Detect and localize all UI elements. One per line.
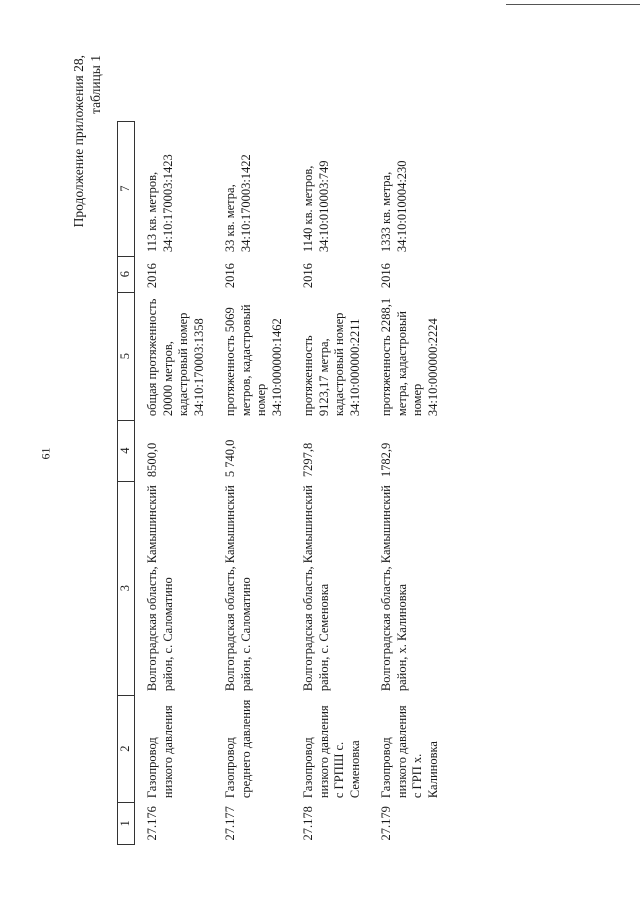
object-characteristics: протяженность 5069 метров, кадастровый номер 34:10:000000:1462: [223, 304, 284, 417]
object-name: Газопровод низкого давления: [145, 705, 175, 799]
object-year: 2016: [301, 263, 315, 289]
row-number: 27.176: [145, 806, 159, 841]
table-row: [213, 121, 291, 844]
table-row: [369, 121, 447, 844]
row-number: 27.178: [301, 806, 315, 841]
page-number: 61: [38, 447, 53, 460]
column-number-row: [118, 121, 135, 844]
object-cost: 7297,8: [301, 442, 315, 478]
object-year: 2016: [379, 263, 393, 289]
object-characteristics: протяженность 9123,17 метра, кадастровый номер 34:10:000000:2211: [301, 312, 362, 417]
table-row: [291, 121, 369, 844]
object-land-area: 1333 кв. метра, 34:10:010004:230: [379, 160, 409, 253]
object-land-area: 113 кв. метров, 34:10:170003:1423: [145, 154, 175, 253]
object-location: Волгоградская область, Камышинский район, с. Семеновка: [301, 485, 331, 692]
object-name: Газопровод низкого давления с ГРП х. Калиновка: [379, 705, 440, 799]
object-name: Газопровод среднего давления: [223, 699, 253, 799]
object-cost: 1782,9: [379, 442, 393, 478]
column-number: 1: [118, 802, 135, 844]
property-table: [117, 121, 447, 845]
object-year: 2016: [223, 263, 237, 289]
page-heading: [70, 55, 104, 355]
heading-line-1: Продолжение приложения 28,: [71, 55, 86, 228]
column-number: 2: [118, 695, 135, 802]
object-characteristics: протяженность 2288,1 метра, кадастровый номер 34:10:000000:2224: [379, 297, 440, 417]
object-location: Волгоградская область, Камышинский район, х. Калиновка: [379, 485, 409, 692]
table-row: [135, 121, 214, 844]
row-number: 27.177: [223, 806, 237, 841]
object-year: 2016: [145, 263, 159, 289]
column-number: 6: [118, 256, 135, 292]
object-cost: 5 740,0: [223, 439, 237, 478]
column-number: 4: [118, 420, 135, 481]
object-location: Волгоградская область, Камышинский район, с. Саломатино: [223, 485, 253, 692]
object-land-area: 33 кв. метра, 34:10:170003:1422: [223, 154, 253, 253]
object-cost: 8500,0: [145, 442, 159, 478]
heading-line-2: таблицы 1: [88, 55, 103, 114]
object-name: Газопровод низкого давления с ГРПШ с. Семеновка: [301, 705, 362, 799]
column-number: 3: [118, 481, 135, 695]
object-land-area: 1140 кв. метров, 34:10:010003:749: [301, 160, 331, 253]
object-location: Волгоградская область, Камышинский район, с. Саломатино: [145, 485, 175, 692]
column-number: 5: [118, 292, 135, 420]
object-characteristics: общая протяженность 20000 метров, кадастровый номер 34:10:170003:1358: [145, 298, 206, 417]
row-number: 27.179: [379, 806, 393, 841]
column-number: 7: [118, 121, 135, 256]
